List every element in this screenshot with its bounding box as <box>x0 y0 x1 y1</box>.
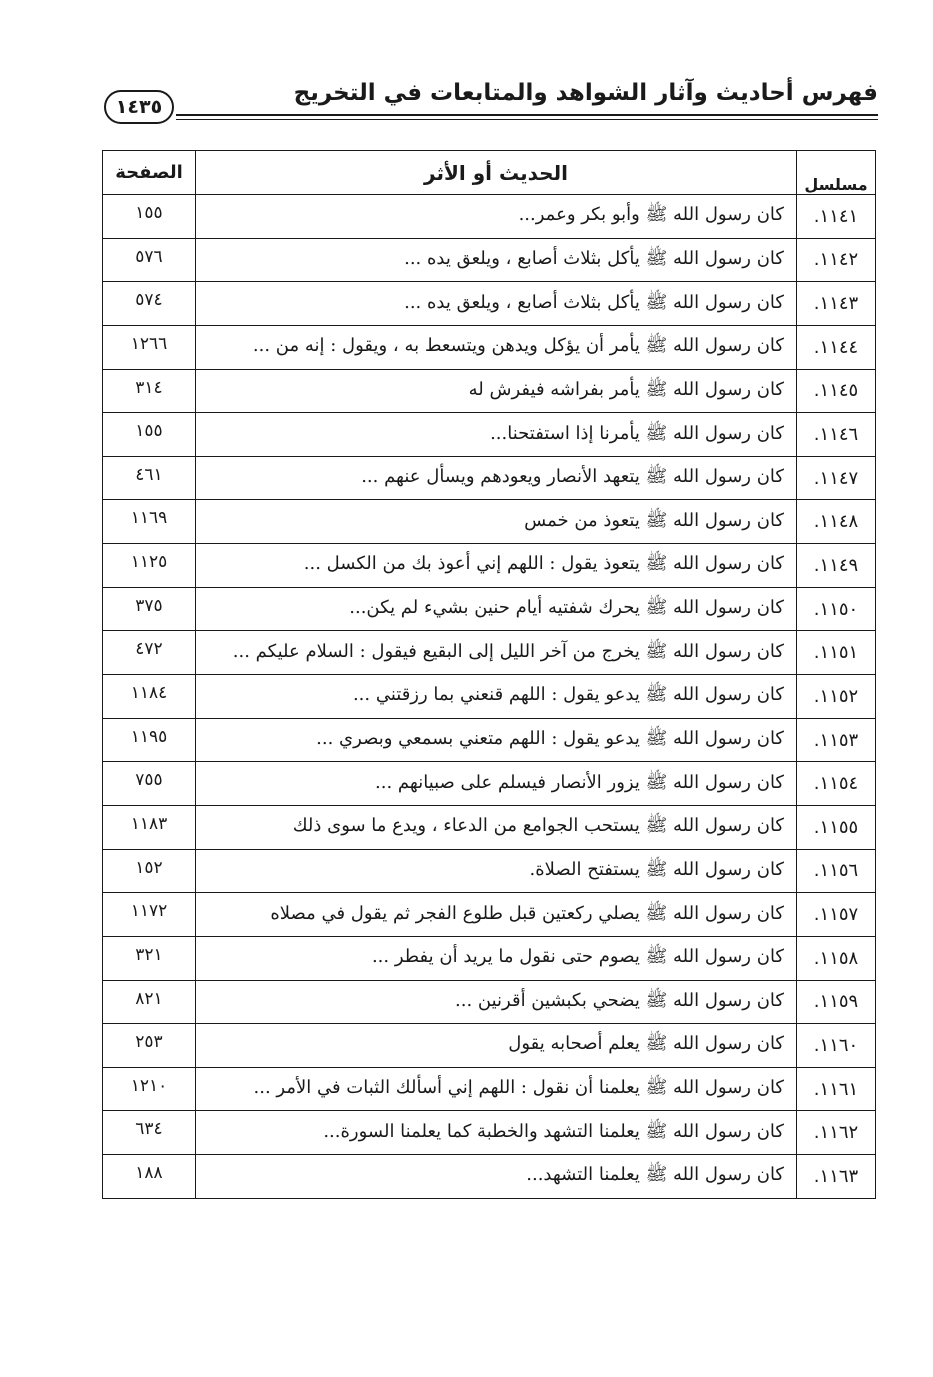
hadith-text-cell: كان رسول الله ﷺ يزور الأنصار فيسلم على صبيانهم ... <box>196 762 797 806</box>
serial-cell: ١١٥٢. <box>797 675 876 719</box>
page-number-cell: ٤٦١ <box>103 456 196 500</box>
serial-cell: ١١٤١. <box>797 195 876 239</box>
running-header <box>104 76 878 126</box>
serial-cell: ١١٥٨. <box>797 936 876 980</box>
hadith-text-cell: كان رسول الله ﷺ يأكل بثلاث أصابع ، ويلعق يده ... <box>196 282 797 326</box>
hadith-text-cell: كان رسول الله ﷺ يصوم حتى نقول ما يريد أن يفطر ... <box>196 936 797 980</box>
serial-cell: ١١٤٣. <box>797 282 876 326</box>
table-row <box>103 413 876 457</box>
table-row <box>103 282 876 326</box>
hadith-text-cell: كان رسول الله ﷺ يعلمنا أن نقول : اللهم إني أسألك الثبات في الأمر ... <box>196 1067 797 1111</box>
serial-cell: ١١٥٥. <box>797 805 876 849</box>
page-number-cell: ١٥٥ <box>103 413 196 457</box>
header-rule-thin <box>176 119 878 120</box>
hadith-text-cell: كان رسول الله ﷺ يأمر أن يؤكل ويدهن ويتسعط به ، ويقول : إنه من ... <box>196 325 797 369</box>
page-number-cell: ١١٨٤ <box>103 675 196 719</box>
serial-cell: ١١٥٣. <box>797 718 876 762</box>
serial-cell: ١١٥٦. <box>797 849 876 893</box>
table-row <box>103 1067 876 1111</box>
column-header-serial: مسلسل <box>797 151 876 195</box>
page-number-cell: ١٨٨ <box>103 1155 196 1199</box>
table-row <box>103 500 876 544</box>
hadith-text-cell: كان رسول الله ﷺ يصلي ركعتين قبل طلوع الفجر ثم يقول في مصلاه <box>196 893 797 937</box>
page-number-cell: ٨٢١ <box>103 980 196 1024</box>
serial-cell: ١١٤٦. <box>797 413 876 457</box>
hadith-text-cell: كان رسول الله ﷺ يعلمنا التشهد والخطبة كما يعلمنا السورة... <box>196 1111 797 1155</box>
serial-cell: ١١٦٢. <box>797 1111 876 1155</box>
serial-cell: ١١٥٠. <box>797 587 876 631</box>
serial-cell: ١١٤٥. <box>797 369 876 413</box>
page-number-cell: ٧٥٥ <box>103 762 196 806</box>
page-number-cell: ١١٨٣ <box>103 805 196 849</box>
hadith-text-cell: كان رسول الله ﷺ يدعو يقول : اللهم قنعني بما رزقتني ... <box>196 675 797 719</box>
page-number-cell: ١٥٥ <box>103 195 196 239</box>
table-row <box>103 893 876 937</box>
hadith-text-cell: كان رسول الله ﷺ وأبو بكر وعمر... <box>196 195 797 239</box>
serial-cell: ١١٦١. <box>797 1067 876 1111</box>
table-row <box>103 849 876 893</box>
table-row <box>103 325 876 369</box>
table-row <box>103 195 876 239</box>
table-row <box>103 675 876 719</box>
page-number-cell: ٣٧٥ <box>103 587 196 631</box>
hadith-text-cell: كان رسول الله ﷺ يتعوذ من خمس <box>196 500 797 544</box>
table-row <box>103 936 876 980</box>
table-row <box>103 718 876 762</box>
page-number-cell: ١١٩٥ <box>103 718 196 762</box>
serial-cell: ١١٤٤. <box>797 325 876 369</box>
serial-cell: ١١٦٠. <box>797 1024 876 1068</box>
table-row <box>103 369 876 413</box>
column-header-text: الحديث أو الأثر <box>196 151 797 195</box>
page-number-cell: ١١٢٥ <box>103 544 196 588</box>
page-number-cell: ١١٦٩ <box>103 500 196 544</box>
serial-cell: ١١٤٢. <box>797 238 876 282</box>
hadith-text-cell: كان رسول الله ﷺ يعلم أصحابه يقول <box>196 1024 797 1068</box>
page-number-cell: ٥٧٤ <box>103 282 196 326</box>
page-number-cell: ٢٥٣ <box>103 1024 196 1068</box>
table-row <box>103 1111 876 1155</box>
hadith-text-cell: كان رسول الله ﷺ يأمر بفراشه فيفرش له <box>196 369 797 413</box>
table-row <box>103 238 876 282</box>
page-number-cell: ٣٢١ <box>103 936 196 980</box>
column-header-page: الصفحة <box>103 151 196 195</box>
hadith-text-cell: كان رسول الله ﷺ يحرك شفتيه أيام حنين بشيء لم يكن... <box>196 587 797 631</box>
table-row <box>103 1155 876 1199</box>
page-number-cell: ٦٣٤ <box>103 1111 196 1155</box>
serial-cell: ١١٦٣. <box>797 1155 876 1199</box>
page-number-cell: ١١٧٢ <box>103 893 196 937</box>
table-row <box>103 587 876 631</box>
header-rule <box>176 114 878 116</box>
hadith-text-cell: كان رسول الله ﷺ يضحي بكبشين أقرنين ... <box>196 980 797 1024</box>
serial-cell: ١١٤٩. <box>797 544 876 588</box>
table-body <box>103 195 876 1199</box>
table-row <box>103 631 876 675</box>
page-number-cell: ٣١٤ <box>103 369 196 413</box>
hadith-text-cell: كان رسول الله ﷺ يخرج من آخر الليل إلى البقيع فيقول : السلام عليكم ... <box>196 631 797 675</box>
hadith-text-cell: كان رسول الله ﷺ يتعوذ يقول : اللهم إني أعوذ بك من الكسل ... <box>196 544 797 588</box>
hadith-text-cell: كان رسول الله ﷺ يأكل بثلاث أصابع ، ويلعق يده ... <box>196 238 797 282</box>
serial-cell: ١١٤٧. <box>797 456 876 500</box>
serial-cell: ١١٥١. <box>797 631 876 675</box>
table-header-row <box>103 151 876 195</box>
serial-cell: ١١٥٩. <box>797 980 876 1024</box>
page-number-cell: ٥٧٦ <box>103 238 196 282</box>
table-row <box>103 762 876 806</box>
table-row <box>103 544 876 588</box>
serial-cell: ١١٥٧. <box>797 893 876 937</box>
page-number-cell: ٤٧٢ <box>103 631 196 675</box>
serial-cell: ١١٤٨. <box>797 500 876 544</box>
hadith-text-cell: كان رسول الله ﷺ يعلمنا التشهد... <box>196 1155 797 1199</box>
table-row <box>103 456 876 500</box>
page-number-cell: ١٢٦٦ <box>103 325 196 369</box>
hadith-text-cell: كان رسول الله ﷺ يأمرنا إذا استفتحنا... <box>196 413 797 457</box>
table-row <box>103 1024 876 1068</box>
page-number-badge: ١٤٣٥ <box>104 90 174 124</box>
hadith-text-cell: كان رسول الله ﷺ يستفتح الصلاة. <box>196 849 797 893</box>
header-title: فهرس أحاديث وآثار الشواهد والمتابعات في التخريج <box>293 80 878 106</box>
serial-cell: ١١٥٤. <box>797 762 876 806</box>
table-row <box>103 980 876 1024</box>
page-number-cell: ١٢١٠ <box>103 1067 196 1111</box>
hadith-index-table <box>102 150 876 1199</box>
page-number-cell: ١٥٢ <box>103 849 196 893</box>
hadith-text-cell: كان رسول الله ﷺ يتعهد الأنصار ويعودهم ويسأل عنهم ... <box>196 456 797 500</box>
table-row <box>103 805 876 849</box>
hadith-text-cell: كان رسول الله ﷺ يدعو يقول : اللهم متعني بسمعي وبصري ... <box>196 718 797 762</box>
hadith-text-cell: كان رسول الله ﷺ يستحب الجوامع من الدعاء ، ويدع ما سوى ذلك <box>196 805 797 849</box>
